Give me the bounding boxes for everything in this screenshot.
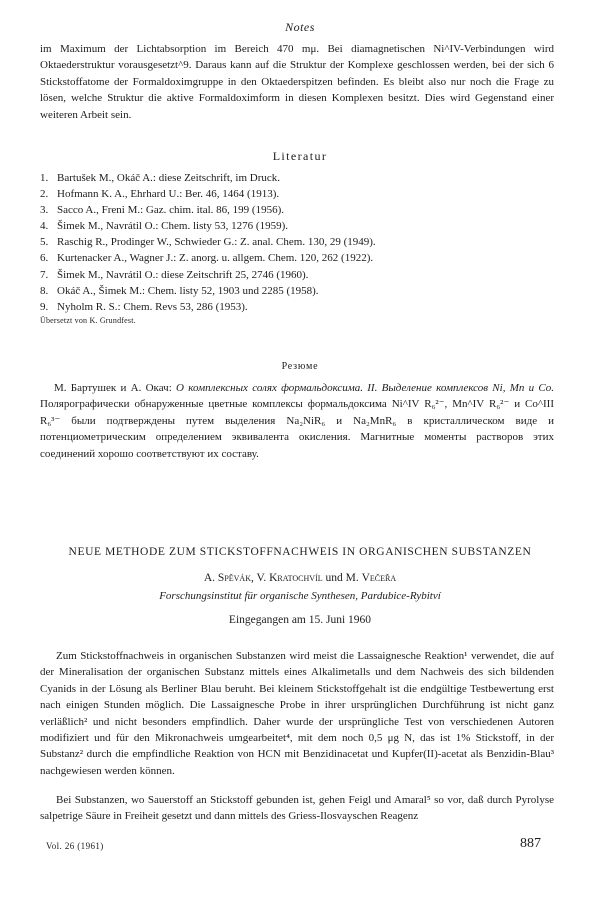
reference-item bbox=[40, 170, 560, 186]
reference-number: 1. bbox=[40, 172, 49, 184]
author3-name: Večeřa bbox=[361, 572, 397, 584]
reference-list bbox=[40, 170, 560, 315]
reference-text: Šimek M., Navrátil O.: diese Zeitschrift 25, 2746 (1960). bbox=[57, 268, 309, 281]
reference-item bbox=[40, 186, 560, 202]
reference-text: Kurtenacker A., Wagner J.: Z. anorg. u. allgem. Chem. 120, 262 (1922). bbox=[57, 252, 374, 265]
resume-authors: М. Бартушек и А. Окач: bbox=[54, 382, 172, 394]
received-date: Eingegangen am 15. Juni 1960 bbox=[228, 614, 372, 626]
body-paragraph-1: Zum Stickstoffnachweis in organischen Substanzen wird meist die Lassaignesche Reaktion¹ verwendet, die auf der Mineralisation der organischen Substanz mittels eines Alkalimetalls und dem Nachweis des sich bildenden Cyanids in der Lösung als Berliner Blau beruht. Bei kleinem Stickstoffgehalt ist die endgültige Testbewertung erst nach einigen Stunden möglich. Die Lassaignesche Probe in ihrer ursprünglichen Durchführung ist nicht ganz verläßlich² und nicht besonders empfindlich. Daher wurde der ursprüngliche Test von verschiedenen Autoren modifiziert und für den Mikronachweis umgearbeitet⁴, mit dem noch 0,5 μg N, das ist 1% Stickstoff, in der Substanz² durch die empfindliche Reaktion von HCN mit Benzidinacetat und Kupfer(II)-acetat als Benzidin-Blau³ nachgewiesen werden können. bbox=[40, 650, 554, 777]
reference-text: Šimek M., Navrátil O.: Chem. listy 53, 1276 (1959). bbox=[57, 220, 288, 233]
resume-paragraph bbox=[40, 380, 554, 462]
resume-heading: Резюме bbox=[281, 361, 319, 372]
reference-item bbox=[40, 202, 560, 218]
reference-number: 9. bbox=[40, 300, 49, 313]
running-head: Notes bbox=[285, 20, 315, 34]
reference-number: 7. bbox=[40, 268, 49, 281]
literature-heading: Literatur bbox=[272, 149, 328, 163]
reference-number: 4. bbox=[40, 220, 49, 233]
reference-number: 2. bbox=[40, 188, 49, 201]
author1-name: Spěvák bbox=[217, 572, 251, 584]
reference-number: 3. bbox=[40, 204, 49, 217]
reference-item bbox=[40, 299, 560, 315]
institute: Forschungsinstitut für organische Synthesen, Pardubice-Rybitví bbox=[159, 590, 441, 602]
reference-item bbox=[40, 234, 560, 250]
volume-footer: Vol. 26 (1961) bbox=[46, 841, 104, 851]
reference-text: Okáč A., Šimek M.: Chem. listy 52, 1903 und 2285 (1958). bbox=[57, 284, 319, 297]
author1-initial: A. bbox=[203, 572, 216, 584]
page-number: 887 bbox=[520, 836, 541, 851]
reference-text: Nyholm R. S.: Chem. Revs 53, 286 (1953). bbox=[57, 300, 248, 313]
author2-initial: V. bbox=[256, 572, 267, 584]
reference-text: Hofmann K. A., Ehrhard U.: Ber. 46, 1464 (1913). bbox=[57, 188, 280, 201]
reference-number: 8. bbox=[40, 284, 49, 297]
translator-note: Übersetzt von K. Grundfest. bbox=[40, 316, 136, 325]
author3-initial: M. bbox=[345, 572, 359, 584]
author-separator: , bbox=[251, 572, 254, 584]
reference-number: 5. bbox=[40, 236, 49, 249]
reference-item bbox=[40, 250, 560, 266]
reference-text: Bartušek M., Okáč A.: diese Zeitschrift, im Druck. bbox=[57, 172, 281, 184]
author-and: und bbox=[325, 572, 343, 584]
body-paragraph-2: Bei Substanzen, wo Sauerstoff an Stickstoff gebunden ist, gehen Feigl und Amaral⁵ so vor, daß durch Pyrolyse salpetrige Säure in Freiheit gesetzt und dann mittels des Griess-Ilosvayschen Reagenz bbox=[40, 794, 554, 823]
reference-text: Sacco A., Freni M.: Gaz. chim. ital. 86, 199 (1956). bbox=[57, 204, 284, 217]
resume-text: Полярографически обнаруженные цветные комплексы формальдоксима Ni^IV R₆²⁻, Mn^IV R₆²⁻ и Co^III R₆³⁻ были подтверждены путем выделения Na₂NiR₆ и Na₂MnR₆ в кристаллическом виде и потенциометрическим определением эквивалента окисления. Магнитные моменты растворов этих соединений хорошо соответствуют их составу. bbox=[40, 398, 554, 460]
resume-title: О комплексных солях формальдоксима. II. Выделение комплексов Ni, Mn и Co. bbox=[176, 382, 555, 394]
reference-number: 6. bbox=[40, 252, 49, 265]
article-title: NEUE METHODE ZUM STICKSTOFFNACHWEIS IN ORGANISCHEN SUBSTANZEN bbox=[68, 546, 532, 558]
reference-item bbox=[40, 283, 560, 299]
article-authors bbox=[0, 572, 600, 584]
reference-item bbox=[40, 267, 560, 283]
reference-item bbox=[40, 218, 560, 234]
reference-text: Raschig R., Prodinger W., Schwieder G.: Z. anal. Chem. 130, 29 (1949). bbox=[57, 236, 376, 249]
author2-name: Kratochvíl bbox=[269, 572, 323, 584]
top-paragraph: im Maximum der Lichtabsorption im Bereich 470 mμ. Bei diamagnetischen Ni^IV-Verbindungen wird Oktaederstruktur vorausgesetzt^9. Daraus kann auf die Struktur der Komplexe geschlossen werden, bei der sich 6 Stickstoffatome der Formaldoximgruppe in den Oktaederspitzen befinden. Es bleibt also nur noch die Frage zu lösen, welche Struktur die aktive Formaldoximform in diesen Komplexen besitzt. Dies wird Gegenstand einer weiteren Arbeit sein. bbox=[40, 43, 554, 121]
